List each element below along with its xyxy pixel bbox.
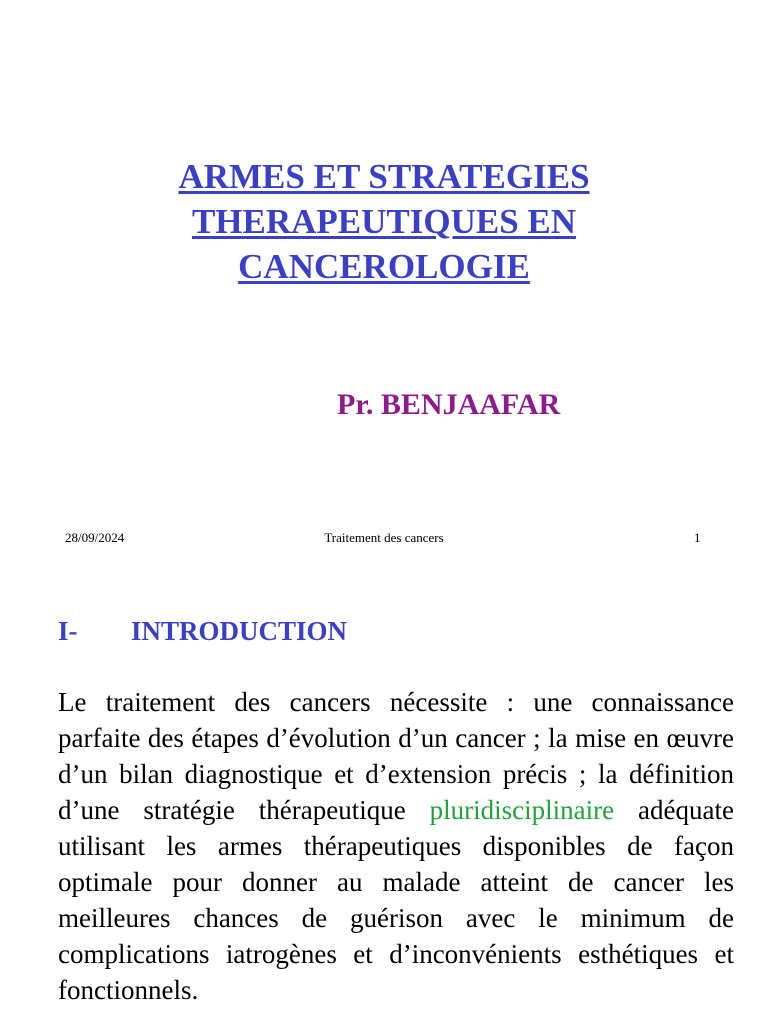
paragraph-text: adéquate utilisant les armes thérapeutiques disponibles de façon optimale pour donner au malade atteint de cancer les meilleures chances de guérison avec le minimum de complications iatrogènes et d’inconvénients esthétiques et fonctionnels. xyxy=(58,795,734,1005)
introduction-slide xyxy=(0,576,768,1024)
paragraph-text: Le traitement des cancers nécessite : une connaissance parfaite des étapes d’évolution d’un cancer ; la mise en œuvre d’un bilan diagnostique et d’extension précis ; la définition d’une stratégie thérapeutique xyxy=(58,687,734,825)
section-title: INTRODUCTION xyxy=(131,616,348,646)
presentation-title xyxy=(0,154,768,289)
section-heading xyxy=(58,615,347,647)
title-line: THERAPEUTIQUES EN xyxy=(191,202,577,241)
title-line: CANCEROLOGIE xyxy=(238,247,530,286)
footer-page-number: 1 xyxy=(694,530,701,545)
footer-title: Traitement des cancers xyxy=(324,530,444,545)
section-number: I- xyxy=(58,616,78,646)
title-line: ARMES ET STRATEGIES xyxy=(178,157,590,196)
introduction-paragraph xyxy=(58,684,734,1008)
footer-date: 28/09/2024 xyxy=(65,530,125,545)
author-name: Pr. BENJAAFAR xyxy=(337,388,561,421)
highlighted-term: pluridisciplinaire xyxy=(429,795,615,825)
